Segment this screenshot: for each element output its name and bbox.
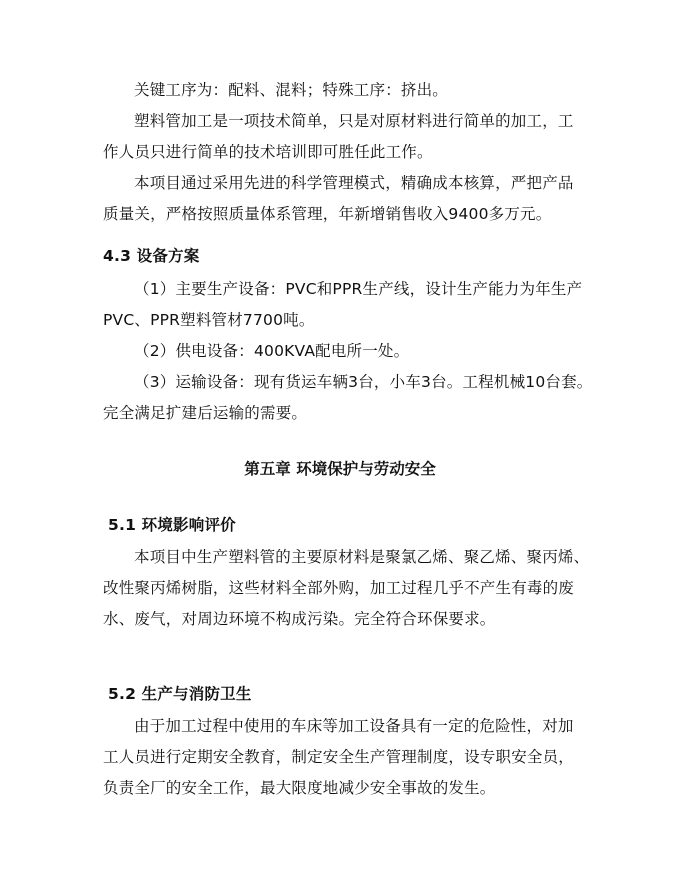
- key-process-line: 关键工序为：配料、混料；特殊工序：挤出。: [134, 81, 449, 99]
- equipment-item-1-line-1: （1）主要生产设备：PVC和PPR生产线，设计生产能力为年生产: [134, 280, 583, 298]
- section-5-2-heading: 5.2 生产与消防卫生: [108, 685, 252, 703]
- paragraph-management-line-1: 本项目通过采用先进的科学管理模式，精确成本核算，严把产品: [134, 174, 574, 192]
- paragraph-processing-line-1: 塑料管加工是一项技术简单，只是对原材料进行简单的加工，工: [134, 112, 574, 130]
- equipment-item-3-line-2: 完全满足扩建后运输的需要。: [103, 404, 308, 422]
- equipment-item-2: （2）供电设备：400KVA配电所一处。: [134, 342, 410, 360]
- safety-paragraph-line-3: 负责全厂的安全工作，最大限度地减少安全事故的发生。: [103, 779, 496, 797]
- section-5-1-heading: 5.1 环境影响评价: [108, 516, 236, 534]
- equipment-item-1-line-2: PVC、PPR塑料管材7700吨。: [103, 311, 315, 329]
- equipment-item-3-line-1: （3）运输设备：现有货运车辆3台，小车3台。工程机械10台套。: [134, 373, 593, 391]
- chapter-5-title: 第五章 环境保护与劳动安全: [244, 460, 436, 478]
- environment-paragraph-line-1: 本项目中生产塑料管的主要原材料是聚氯乙烯、聚乙烯、聚丙烯、: [134, 548, 590, 566]
- paragraph-management-line-2: 质量关，严格按照质量体系管理，年新增销售收入9400多万元。: [103, 205, 552, 223]
- section-4-3-heading: 4.3 设备方案: [103, 247, 200, 265]
- environment-paragraph-line-2: 改性聚丙烯树脂，这些材料全部外购，加工过程几乎不产生有毒的废: [103, 579, 575, 597]
- paragraph-processing-line-2: 作人员只进行简单的技术培训即可胜任此工作。: [103, 143, 433, 161]
- safety-paragraph-line-1: 由于加工过程中使用的车床等加工设备具有一定的危险性，对加: [134, 717, 574, 735]
- safety-paragraph-line-2: 工人员进行定期安全教育，制定安全生产管理制度，设专职安全员，: [103, 748, 575, 766]
- environment-paragraph-line-3: 水、废气，对周边环境不构成污染。完全符合环保要求。: [103, 610, 496, 628]
